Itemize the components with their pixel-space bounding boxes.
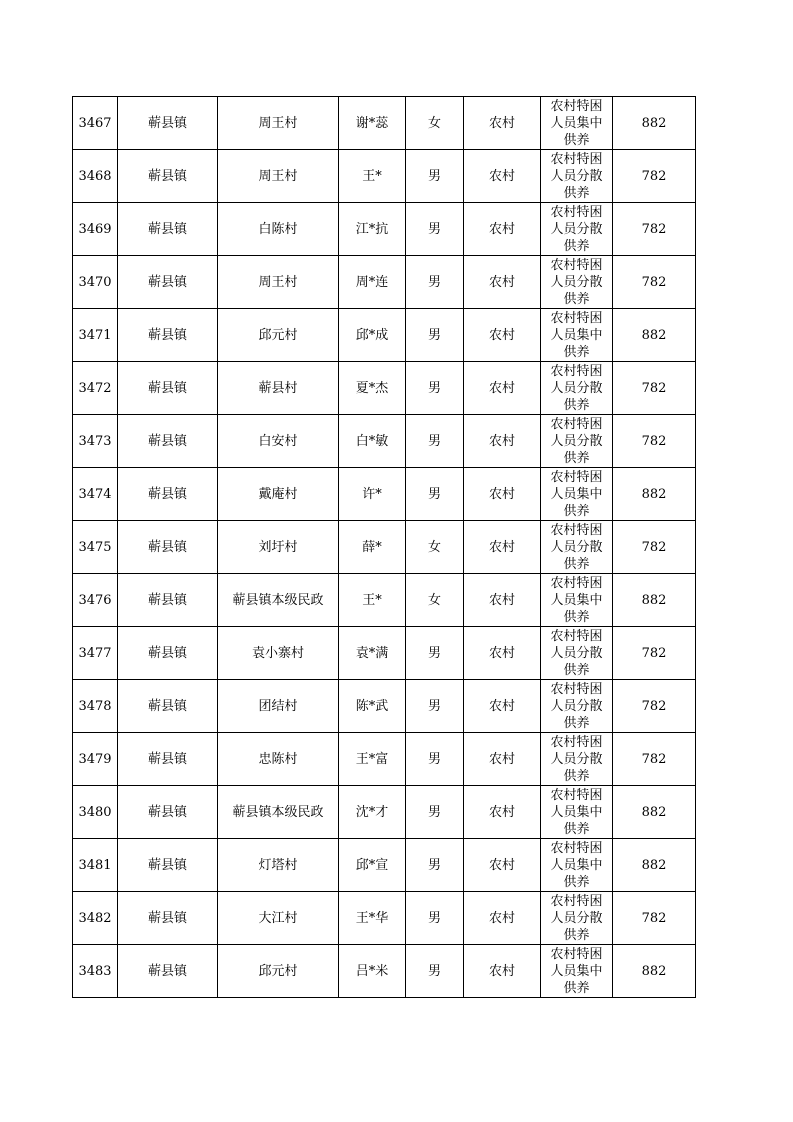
support-type-cell — [541, 839, 613, 892]
support-type-line: 人员集中 — [550, 858, 603, 873]
support-type-line: 农村特困 — [550, 417, 603, 432]
town-cell: 蕲县镇 — [118, 150, 218, 203]
amount-cell: 782 — [613, 627, 696, 680]
village-cell: 袁小寨村 — [218, 627, 339, 680]
row-number-cell: 3467 — [73, 97, 118, 150]
support-type-line: 人员分散 — [550, 381, 603, 396]
gender-cell: 男 — [406, 203, 464, 256]
area-cell: 农村 — [464, 203, 541, 256]
area-cell: 农村 — [464, 150, 541, 203]
amount-cell: 782 — [613, 733, 696, 786]
support-type-text — [541, 257, 612, 308]
area-cell: 农村 — [464, 892, 541, 945]
village-cell: 团结村 — [218, 680, 339, 733]
support-type-line: 供养 — [563, 610, 590, 625]
gender-cell: 男 — [406, 415, 464, 468]
gender-cell: 男 — [406, 468, 464, 521]
support-type-line: 供养 — [563, 345, 590, 360]
support-type-text — [541, 416, 612, 467]
town-cell: 蕲县镇 — [118, 574, 218, 627]
support-type-cell — [541, 892, 613, 945]
support-type-line: 供养 — [563, 981, 590, 996]
gender-cell: 男 — [406, 680, 464, 733]
support-type-cell — [541, 627, 613, 680]
name-cell: 邱*成 — [339, 309, 406, 362]
name-cell: 夏*杰 — [339, 362, 406, 415]
amount-cell: 882 — [613, 839, 696, 892]
table-row — [73, 627, 696, 680]
name-cell: 沈*才 — [339, 786, 406, 839]
gender-cell: 女 — [406, 574, 464, 627]
area-cell: 农村 — [464, 97, 541, 150]
town-cell: 蕲县镇 — [118, 203, 218, 256]
support-type-line: 供养 — [563, 133, 590, 148]
table-row — [73, 309, 696, 362]
support-type-line: 农村特困 — [550, 364, 603, 379]
support-type-text — [541, 628, 612, 679]
support-type-line: 农村特困 — [550, 205, 603, 220]
support-type-text — [541, 575, 612, 626]
support-type-cell — [541, 786, 613, 839]
name-cell: 许* — [339, 468, 406, 521]
support-type-text — [541, 310, 612, 361]
support-type-cell — [541, 574, 613, 627]
village-cell: 蕲县镇本级民政 — [218, 574, 339, 627]
town-cell: 蕲县镇 — [118, 309, 218, 362]
support-type-line: 供养 — [563, 186, 590, 201]
support-type-cell — [541, 680, 613, 733]
amount-cell: 782 — [613, 362, 696, 415]
village-cell: 周王村 — [218, 256, 339, 309]
area-cell: 农村 — [464, 309, 541, 362]
town-cell: 蕲县镇 — [118, 468, 218, 521]
town-cell: 蕲县镇 — [118, 733, 218, 786]
gender-cell: 男 — [406, 892, 464, 945]
name-cell: 吕*米 — [339, 945, 406, 998]
town-cell: 蕲县镇 — [118, 839, 218, 892]
support-type-line: 农村特困 — [550, 311, 603, 326]
name-cell: 王* — [339, 574, 406, 627]
row-number-cell: 3469 — [73, 203, 118, 256]
village-cell: 白陈村 — [218, 203, 339, 256]
support-type-line: 农村特困 — [550, 947, 603, 962]
table-row — [73, 203, 696, 256]
town-cell: 蕲县镇 — [118, 627, 218, 680]
name-cell: 邱*宣 — [339, 839, 406, 892]
table-row — [73, 415, 696, 468]
support-type-cell — [541, 415, 613, 468]
area-cell: 农村 — [464, 574, 541, 627]
area-cell: 农村 — [464, 839, 541, 892]
town-cell: 蕲县镇 — [118, 786, 218, 839]
gender-cell: 男 — [406, 627, 464, 680]
village-cell: 邱元村 — [218, 945, 339, 998]
support-type-line: 人员集中 — [550, 964, 603, 979]
row-number-cell: 3470 — [73, 256, 118, 309]
table-row — [73, 945, 696, 998]
support-type-line: 农村特困 — [550, 682, 603, 697]
support-type-line: 农村特困 — [550, 523, 603, 538]
row-number-cell: 3473 — [73, 415, 118, 468]
row-number-cell: 3480 — [73, 786, 118, 839]
table-row — [73, 839, 696, 892]
amount-cell: 882 — [613, 574, 696, 627]
village-cell: 灯塔村 — [218, 839, 339, 892]
town-cell: 蕲县镇 — [118, 945, 218, 998]
area-cell: 农村 — [464, 256, 541, 309]
area-cell: 农村 — [464, 468, 541, 521]
town-cell: 蕲县镇 — [118, 256, 218, 309]
support-type-text — [541, 151, 612, 202]
table-row — [73, 521, 696, 574]
support-type-cell — [541, 521, 613, 574]
support-type-line: 人员集中 — [550, 487, 603, 502]
name-cell: 白*敏 — [339, 415, 406, 468]
support-type-text — [541, 681, 612, 732]
support-type-cell — [541, 945, 613, 998]
support-type-line: 供养 — [563, 451, 590, 466]
table-row — [73, 256, 696, 309]
support-type-cell — [541, 203, 613, 256]
table-row — [73, 786, 696, 839]
name-cell: 薛* — [339, 521, 406, 574]
area-cell: 农村 — [464, 733, 541, 786]
support-type-text — [541, 946, 612, 997]
area-cell: 农村 — [464, 786, 541, 839]
row-number-cell: 3478 — [73, 680, 118, 733]
amount-cell: 882 — [613, 786, 696, 839]
area-cell: 农村 — [464, 945, 541, 998]
amount-cell: 782 — [613, 256, 696, 309]
support-type-cell — [541, 97, 613, 150]
gender-cell: 男 — [406, 150, 464, 203]
support-type-text — [541, 734, 612, 785]
name-cell: 周*连 — [339, 256, 406, 309]
village-cell: 蕲县镇本级民政 — [218, 786, 339, 839]
town-cell: 蕲县镇 — [118, 521, 218, 574]
support-type-line: 农村特困 — [550, 629, 603, 644]
support-type-line: 农村特困 — [550, 152, 603, 167]
table-row — [73, 150, 696, 203]
gender-cell: 男 — [406, 839, 464, 892]
support-type-line: 人员分散 — [550, 752, 603, 767]
row-number-cell: 3479 — [73, 733, 118, 786]
row-number-cell: 3476 — [73, 574, 118, 627]
support-type-cell — [541, 309, 613, 362]
support-type-line: 人员集中 — [550, 805, 603, 820]
table-row — [73, 680, 696, 733]
area-cell: 农村 — [464, 627, 541, 680]
support-type-cell — [541, 362, 613, 415]
gender-cell: 男 — [406, 786, 464, 839]
support-type-line: 农村特困 — [550, 894, 603, 909]
village-cell: 戴庵村 — [218, 468, 339, 521]
row-number-cell: 3474 — [73, 468, 118, 521]
support-type-cell — [541, 468, 613, 521]
table-row — [73, 362, 696, 415]
support-type-text — [541, 840, 612, 891]
support-type-line: 人员集中 — [550, 116, 603, 131]
village-cell: 邱元村 — [218, 309, 339, 362]
area-cell: 农村 — [464, 521, 541, 574]
village-cell: 蕲县村 — [218, 362, 339, 415]
amount-cell: 782 — [613, 203, 696, 256]
gender-cell: 男 — [406, 309, 464, 362]
row-number-cell: 3477 — [73, 627, 118, 680]
support-type-line: 供养 — [563, 875, 590, 890]
amount-cell: 782 — [613, 150, 696, 203]
table-row — [73, 733, 696, 786]
row-number-cell: 3468 — [73, 150, 118, 203]
support-type-line: 农村特困 — [550, 576, 603, 591]
support-type-text — [541, 893, 612, 944]
table-row — [73, 97, 696, 150]
support-type-line: 农村特困 — [550, 470, 603, 485]
area-cell: 农村 — [464, 680, 541, 733]
support-type-text — [541, 469, 612, 520]
town-cell: 蕲县镇 — [118, 680, 218, 733]
support-type-cell — [541, 150, 613, 203]
table-row — [73, 468, 696, 521]
amount-cell: 782 — [613, 892, 696, 945]
row-number-cell: 3471 — [73, 309, 118, 362]
support-type-line: 人员分散 — [550, 169, 603, 184]
support-type-line: 人员分散 — [550, 275, 603, 290]
support-type-line: 供养 — [563, 504, 590, 519]
village-cell: 白安村 — [218, 415, 339, 468]
name-cell: 陈*武 — [339, 680, 406, 733]
name-cell: 袁*满 — [339, 627, 406, 680]
support-type-text — [541, 787, 612, 838]
support-type-text — [541, 204, 612, 255]
amount-cell: 782 — [613, 680, 696, 733]
village-cell: 周王村 — [218, 150, 339, 203]
table-row — [73, 574, 696, 627]
row-number-cell: 3472 — [73, 362, 118, 415]
table-row — [73, 892, 696, 945]
support-type-line: 农村特困 — [550, 735, 603, 750]
town-cell: 蕲县镇 — [118, 415, 218, 468]
amount-cell: 782 — [613, 415, 696, 468]
support-type-text — [541, 98, 612, 149]
support-type-cell — [541, 256, 613, 309]
village-cell: 大江村 — [218, 892, 339, 945]
amount-cell: 782 — [613, 521, 696, 574]
support-type-line: 供养 — [563, 239, 590, 254]
row-number-cell: 3481 — [73, 839, 118, 892]
support-type-cell — [541, 733, 613, 786]
gender-cell: 男 — [406, 256, 464, 309]
support-type-line: 人员分散 — [550, 222, 603, 237]
gender-cell: 男 — [406, 945, 464, 998]
support-type-line: 供养 — [563, 928, 590, 943]
row-number-cell: 3483 — [73, 945, 118, 998]
name-cell: 江*抗 — [339, 203, 406, 256]
town-cell: 蕲县镇 — [118, 892, 218, 945]
town-cell: 蕲县镇 — [118, 362, 218, 415]
area-cell: 农村 — [464, 415, 541, 468]
amount-cell: 882 — [613, 309, 696, 362]
gender-cell: 男 — [406, 362, 464, 415]
gender-cell: 女 — [406, 97, 464, 150]
support-type-line: 人员分散 — [550, 699, 603, 714]
support-type-text — [541, 522, 612, 573]
support-type-line: 人员分散 — [550, 540, 603, 555]
support-type-line: 供养 — [563, 822, 590, 837]
name-cell: 王*华 — [339, 892, 406, 945]
support-type-line: 农村特困 — [550, 788, 603, 803]
support-type-line: 农村特困 — [550, 99, 603, 114]
row-number-cell: 3482 — [73, 892, 118, 945]
row-number-cell: 3475 — [73, 521, 118, 574]
support-type-line: 供养 — [563, 716, 590, 731]
name-cell: 王*富 — [339, 733, 406, 786]
support-type-line: 农村特困 — [550, 841, 603, 856]
data-table — [72, 96, 696, 998]
support-type-line: 供养 — [563, 398, 590, 413]
name-cell: 王* — [339, 150, 406, 203]
amount-cell: 882 — [613, 97, 696, 150]
town-cell: 蕲县镇 — [118, 97, 218, 150]
amount-cell: 882 — [613, 468, 696, 521]
support-type-text — [541, 363, 612, 414]
support-type-line: 人员分散 — [550, 646, 603, 661]
support-type-line: 农村特困 — [550, 258, 603, 273]
table-body — [73, 97, 696, 998]
support-type-line: 人员分散 — [550, 911, 603, 926]
area-cell: 农村 — [464, 362, 541, 415]
support-type-line: 人员集中 — [550, 593, 603, 608]
support-type-line: 供养 — [563, 663, 590, 678]
support-type-line: 人员分散 — [550, 434, 603, 449]
support-type-line: 供养 — [563, 769, 590, 784]
support-type-line: 供养 — [563, 292, 590, 307]
support-type-line: 人员集中 — [550, 328, 603, 343]
gender-cell: 女 — [406, 521, 464, 574]
village-cell: 忠陈村 — [218, 733, 339, 786]
village-cell: 周王村 — [218, 97, 339, 150]
amount-cell: 882 — [613, 945, 696, 998]
name-cell: 谢*蕊 — [339, 97, 406, 150]
village-cell: 刘圩村 — [218, 521, 339, 574]
support-type-line: 供养 — [563, 557, 590, 572]
gender-cell: 男 — [406, 733, 464, 786]
